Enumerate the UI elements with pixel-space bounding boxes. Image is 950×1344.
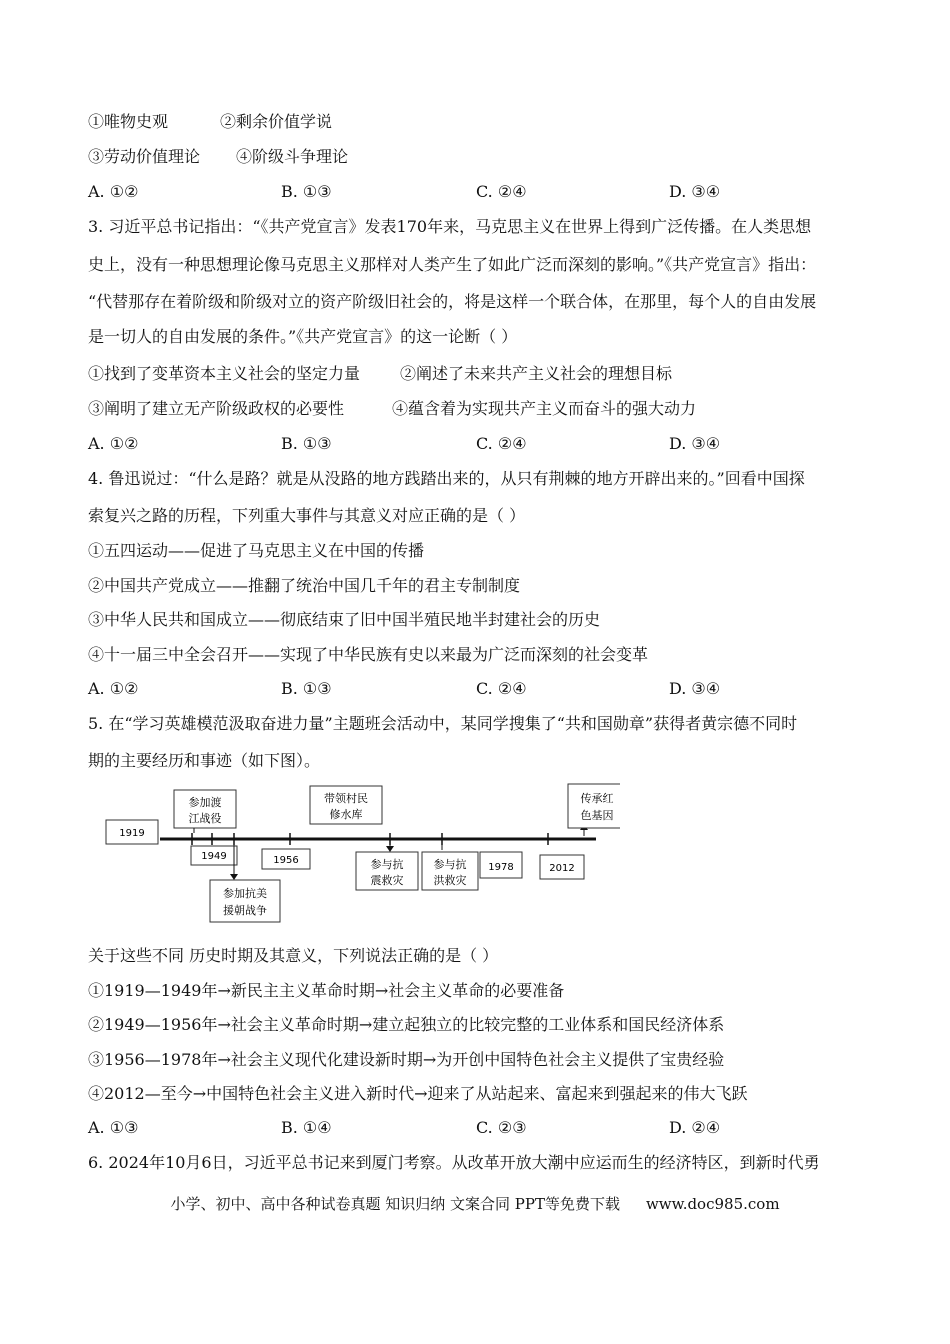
svg-text:援朝战争: 援朝战争: [223, 904, 267, 917]
q3-item-4: ④蕴含着为实现共产主义而奋斗的强大动力: [392, 399, 697, 418]
q2-option-a: A. ①②: [88, 182, 139, 201]
q5-stem-line-2: 期的主要经历和事迹（如下图）。: [88, 751, 321, 770]
timeline-event-crossing-river: [174, 790, 236, 833]
q3-item-1: ①找到了变革资本主义社会的坚定力量: [88, 364, 361, 383]
svg-text:参与抗: 参与抗: [370, 858, 404, 871]
q3-item-3: ③阐明了建立无产阶级政权的必要性: [88, 399, 345, 418]
q2-option-b: B. ①③: [281, 182, 332, 201]
q2-item-1: ①唯物史观: [88, 112, 169, 131]
svg-text:1956: 1956: [273, 855, 299, 866]
q2-option-c: C. ②④: [476, 182, 527, 201]
timeline-event-reservoir: [310, 786, 382, 824]
q5-question: 关于这些不同 历史时期及其意义，下列说法正确的是（ ）: [88, 946, 499, 965]
q2-option-d: D. ③④: [669, 182, 721, 201]
q5-option-d: D. ②④: [669, 1118, 721, 1137]
q3-stem-line-3: “代替那存在着阶级和阶级对立的资产阶级旧社会的，将是这样一个联合体，在那里，每个人的自由发展: [88, 292, 817, 311]
q4-option-a: A. ①②: [88, 679, 139, 698]
timeline-year-1949: [191, 846, 237, 865]
svg-text:1949: 1949: [201, 851, 227, 862]
svg-text:震救灾: 震救灾: [370, 874, 404, 887]
q5-option-b: B. ①④: [281, 1118, 332, 1137]
q3-option-b: B. ①③: [281, 434, 332, 453]
q4-option-b: B. ①③: [281, 679, 332, 698]
svg-text:传承红: 传承红: [580, 792, 614, 805]
timeline-year-1919: [106, 820, 158, 844]
svg-text:1919: 1919: [119, 828, 145, 839]
q4-item-2: ②中国共产党成立——推翻了统治中国几千年的君主专制制度: [88, 576, 521, 595]
q4-option-d: D. ③④: [669, 679, 721, 698]
footer-url[interactable]: www.doc985.com: [645, 1195, 780, 1213]
q5-item-2: ②1949—1956年→社会主义革命时期→建立起独立的比较完整的工业体系和国民经济体系: [88, 1015, 725, 1034]
q4-stem-line-2: 索复兴之路的历程，下列重大事件与其意义对应正确的是（ ）: [88, 506, 526, 525]
q4-item-4: ④十一届三中全会召开——实现了中华民族有史以来最为广泛而深刻的社会变革: [88, 645, 649, 664]
q2-item-4: ④阶级斗争理论: [236, 147, 349, 166]
page-footer: [0, 1193, 950, 1214]
q3-option-a: A. ①②: [88, 434, 139, 453]
q3-stem-line-4: 是一切人的自由发展的条件。”《共产党宣言》的这一论断（ ）: [88, 327, 518, 346]
q6-stem-line-1: 6. 2024年10月6日，习近平总书记来到厦门考察。从改革开放大潮中应运而生的经济特区，到新时代勇: [88, 1153, 820, 1172]
q3-stem-line-2: 史上，没有一种思想理论像马克思主义那样对人类产生了如此广泛而深刻的影响。”《共产党宣言》指出：: [88, 255, 817, 274]
footer-text: 小学、初中、高中各种试卷真题 知识归纳 文案合同 PPT等免费下载: [170, 1195, 620, 1213]
timeline-year-1956: [262, 849, 310, 869]
svg-text:江战役: 江战役: [188, 812, 222, 825]
svg-text:1978: 1978: [488, 862, 514, 873]
q3-stem-line-1: 3. 习近平总书记指出：“《共产党宣言》发表170年来，马克思主义在世界上得到广泛传播。在人类思想: [88, 217, 812, 236]
timeline-event-red-gene: [568, 784, 620, 836]
svg-text:参与抗: 参与抗: [433, 858, 467, 871]
q5-item-1: ①1919—1949年→新民主主义革命时期→社会主义革命的必要准备: [88, 981, 565, 1000]
q3-option-c: C. ②④: [476, 434, 527, 453]
q3-option-d: D. ③④: [669, 434, 721, 453]
svg-text:修水库: 修水库: [329, 808, 363, 821]
timeline-year-1978: [480, 852, 522, 878]
q4-option-c: C. ②④: [476, 679, 527, 698]
timeline-event-earthquake-relief: [356, 842, 418, 890]
timeline-year-2012: [540, 855, 584, 879]
q5-option-a: A. ①③: [88, 1118, 139, 1137]
timeline-event-flood-relief: [422, 842, 478, 890]
svg-text:带领村民: 带领村民: [324, 792, 368, 805]
svg-text:洪救灾: 洪救灾: [433, 874, 467, 887]
q2-item-3: ③劳动价值理论: [88, 147, 201, 166]
svg-text:2012: 2012: [549, 863, 575, 874]
q4-item-1: ①五四运动——促进了马克思主义在中国的传播: [88, 541, 425, 560]
q4-item-3: ③中华人民共和国成立——彻底结束了旧中国半殖民地半封建社会的历史: [88, 610, 601, 629]
q2-item-2: ②剩余价值学说: [220, 112, 333, 131]
q5-option-c: C. ②③: [476, 1118, 527, 1137]
q3-item-2: ②阐述了未来共产主义社会的理想目标: [400, 364, 673, 383]
q5-item-4: ④2012—至今→中国特色社会主义进入新时代→迎来了从站起来、富起来到强起来的伟大飞跃: [88, 1084, 748, 1103]
q5-item-3: ③1956—1978年→社会主义现代化建设新时期→为开创中国特色社会主义提供了宝贵经验: [88, 1050, 725, 1069]
svg-text:参加渡: 参加渡: [188, 796, 222, 809]
q5-stem-line-1: 5. 在“学习英雄模范汲取奋进力量”主题班会活动中，某同学搜集了“共和国勋章”获得者黄宗德不同时: [88, 714, 798, 733]
svg-text:色基因: 色基因: [580, 809, 614, 822]
timeline-figure: [100, 780, 620, 925]
q4-stem-line-1: 4. 鲁迅说过：“什么是路？就是从没路的地方践踏出来的，从只有荆棘的地方开辟出来的。”回看中国探: [88, 469, 805, 488]
svg-text:参加抗美: 参加抗美: [223, 887, 267, 900]
